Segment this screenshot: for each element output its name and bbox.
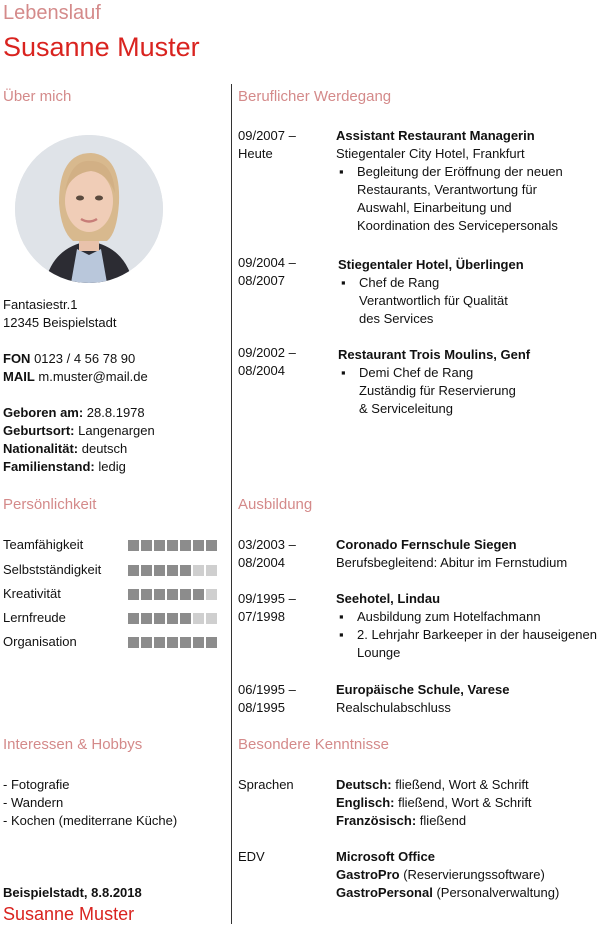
date-from: 06/1995 – bbox=[238, 682, 296, 697]
language-item bbox=[336, 812, 604, 830]
rating-square-filled bbox=[206, 540, 217, 551]
bullet-line: & Serviceleitung bbox=[359, 401, 453, 416]
bullet-item bbox=[338, 274, 604, 328]
bullet-line: Zuständig für Reservierung bbox=[359, 383, 516, 398]
bullet-line: Chef de Rang bbox=[359, 275, 440, 290]
date-from: 09/2002 – bbox=[238, 345, 296, 360]
education-bullets bbox=[336, 608, 606, 662]
rating-square-filled bbox=[154, 565, 165, 576]
school-name: Seehotel, Lindau bbox=[336, 591, 441, 606]
rating-square-empty bbox=[206, 613, 217, 624]
bullet-line: Lounge bbox=[357, 645, 401, 660]
skill-rating bbox=[128, 540, 217, 551]
skill-row bbox=[3, 633, 223, 651]
rating-square-filled bbox=[154, 637, 165, 648]
section-heading-skills: Besondere Kenntnisse bbox=[238, 736, 389, 753]
bullet-line: des Services bbox=[359, 311, 434, 326]
job-title: Restaurant Trois Moulins, Genf bbox=[338, 347, 531, 362]
bullet-item bbox=[336, 626, 606, 662]
rating-square-filled bbox=[193, 540, 204, 551]
skill-row bbox=[3, 561, 223, 579]
nationality-line bbox=[3, 440, 155, 458]
career-date bbox=[238, 254, 328, 290]
bullet-line: Koordination des Servicepersonals bbox=[357, 218, 558, 233]
phone-number: 0123 / 4 56 78 90 bbox=[30, 351, 136, 366]
rating-square-filled bbox=[193, 637, 204, 648]
rating-square-filled bbox=[180, 540, 191, 551]
status-value: ledig bbox=[94, 459, 126, 474]
rating-square-empty bbox=[206, 589, 217, 600]
education-date bbox=[238, 681, 328, 717]
interest-item: - Fotografie bbox=[3, 777, 70, 792]
rating-square-filled bbox=[154, 613, 165, 624]
rating-square-filled bbox=[128, 613, 139, 624]
rating-square-filled bbox=[154, 589, 165, 600]
career-entry bbox=[338, 256, 604, 328]
rating-square-filled bbox=[180, 565, 191, 576]
language-level: fließend, Wort & Schrift bbox=[391, 777, 529, 792]
birthplace-label: Geburtsort: bbox=[3, 423, 75, 438]
rating-square-filled bbox=[180, 589, 191, 600]
rating-square-filled bbox=[128, 565, 139, 576]
interest-item: - Wandern bbox=[3, 795, 64, 810]
status-line bbox=[3, 458, 155, 476]
applicant-name: Susanne Muster bbox=[3, 32, 200, 62]
bullet-line: 2. Lehrjahr Barkeeper in der hauseigenen bbox=[357, 627, 597, 642]
bullet-item: ▪ Ausbildung zum Hotelfachmann bbox=[336, 608, 606, 626]
edv-software: GastroPro bbox=[336, 867, 400, 882]
document-kicker: Lebenslauf bbox=[3, 2, 101, 24]
contact-details bbox=[3, 350, 148, 386]
bullet-line: Verantwortlich für Qualität bbox=[359, 293, 508, 308]
skill-row bbox=[3, 536, 223, 554]
rating-square-filled bbox=[154, 540, 165, 551]
rating-square-filled bbox=[167, 613, 178, 624]
rating-square-filled bbox=[128, 540, 139, 551]
personal-details bbox=[3, 404, 155, 476]
mail-address: m.muster@mail.de bbox=[34, 369, 148, 384]
rating-square-filled bbox=[180, 637, 191, 648]
education-date bbox=[238, 536, 328, 572]
rating-square-filled bbox=[128, 589, 139, 600]
bullet-item bbox=[338, 364, 604, 418]
birthplace-value: Langenargen bbox=[74, 423, 155, 438]
born-line bbox=[3, 404, 155, 422]
language-item bbox=[336, 794, 604, 812]
mail-label: MAIL bbox=[3, 369, 35, 384]
language-level: fließend, Wort & Schrift bbox=[394, 795, 532, 810]
language-item bbox=[336, 776, 604, 794]
date-to: 08/2007 bbox=[238, 273, 285, 288]
birthplace-line bbox=[3, 422, 155, 440]
date-from: 09/2004 – bbox=[238, 255, 296, 270]
skill-rating bbox=[128, 613, 217, 624]
status-label: Familienstand: bbox=[3, 459, 95, 474]
skill-row bbox=[3, 609, 223, 627]
skill-label: Teamfähigkeit bbox=[3, 537, 84, 552]
languages-list bbox=[336, 776, 604, 830]
bullet-line: Restaurants, Verantwortung für bbox=[357, 182, 537, 197]
born-label: Geboren am: bbox=[3, 405, 84, 420]
school-detail: Berufsbegleitend: Abitur im Fernstudium bbox=[336, 555, 568, 570]
edv-title: Microsoft Office bbox=[336, 849, 435, 864]
rating-square-filled bbox=[141, 589, 152, 600]
address-city: 12345 Beispielstadt bbox=[3, 315, 117, 330]
school-detail: Realschulabschluss bbox=[336, 700, 451, 715]
education-entry bbox=[336, 590, 606, 662]
school-name: Europäische Schule, Varese bbox=[336, 682, 510, 697]
skill-label: Kreativität bbox=[3, 586, 61, 601]
contact-address bbox=[3, 296, 116, 332]
education-date bbox=[238, 590, 328, 626]
interest-item: - Kochen (mediterrane Küche) bbox=[3, 813, 178, 828]
skill-rating bbox=[128, 565, 217, 576]
date-from: 03/2003 – bbox=[238, 537, 296, 552]
career-bullets bbox=[338, 274, 604, 328]
skill-rating bbox=[128, 637, 217, 648]
nationality-label: Nationalität: bbox=[3, 441, 79, 456]
profile-photo bbox=[15, 135, 163, 283]
date-to: 08/1995 bbox=[238, 700, 285, 715]
bullet-line: Begleitung der Eröffnung der neuen bbox=[357, 164, 563, 179]
section-heading-education: Ausbildung bbox=[238, 496, 313, 513]
rating-square-filled bbox=[141, 540, 152, 551]
language-name: Englisch: bbox=[336, 795, 395, 810]
rating-square-filled bbox=[167, 565, 178, 576]
language-name: Französisch: bbox=[336, 813, 417, 828]
edv-item bbox=[336, 866, 604, 884]
mail-line bbox=[3, 368, 148, 386]
rating-square-filled bbox=[180, 613, 191, 624]
career-entry bbox=[338, 346, 604, 418]
career-entry bbox=[336, 127, 604, 235]
school-name: Coronado Fernschule Siegen bbox=[336, 537, 517, 552]
place-date: Beispielstadt, 8.8.2018 bbox=[3, 885, 142, 900]
education-entry bbox=[336, 681, 604, 717]
edv-list bbox=[336, 848, 604, 902]
date-to: 08/2004 bbox=[238, 555, 285, 570]
portrait-image bbox=[15, 135, 163, 283]
company: Stiegentaler City Hotel, Frankfurt bbox=[336, 146, 525, 161]
career-bullets bbox=[336, 163, 604, 235]
date-to: 08/2004 bbox=[238, 363, 285, 378]
section-heading-about: Über mich bbox=[3, 88, 72, 105]
section-heading-interests: Interessen & Hobbys bbox=[3, 736, 143, 753]
edv-item bbox=[336, 884, 604, 902]
bullet-line: Auswahl, Einarbeitung und bbox=[357, 200, 512, 215]
edv-detail: (Personalverwaltung) bbox=[432, 885, 560, 900]
rating-square-filled bbox=[141, 613, 152, 624]
interests-list bbox=[3, 776, 177, 830]
edv-detail: (Reservierungssoftware) bbox=[399, 867, 545, 882]
rating-square-empty bbox=[206, 565, 217, 576]
date-to: Heute bbox=[238, 146, 273, 161]
rating-square-filled bbox=[128, 637, 139, 648]
skill-label: Lernfreude bbox=[3, 610, 66, 625]
skill-label: Selbstständigkeit bbox=[3, 562, 102, 577]
date-from: 09/2007 – bbox=[238, 128, 296, 143]
edv-label: EDV bbox=[238, 849, 265, 864]
bullet-line: Demi Chef de Rang bbox=[359, 365, 474, 380]
skill-label: Organisation bbox=[3, 634, 77, 649]
language-level: fließend bbox=[416, 813, 467, 828]
date-from: 09/1995 – bbox=[238, 591, 296, 606]
rating-square-empty bbox=[193, 613, 204, 624]
phone-label: FON bbox=[3, 351, 31, 366]
born-value: 28.8.1978 bbox=[83, 405, 145, 420]
career-date bbox=[238, 127, 328, 163]
languages-label: Sprachen bbox=[238, 777, 294, 792]
section-heading-career: Beruflicher Werdegang bbox=[238, 88, 392, 105]
rating-square-filled bbox=[193, 589, 204, 600]
education-entry bbox=[336, 536, 604, 572]
skill-row bbox=[3, 585, 223, 603]
date-to: 07/1998 bbox=[238, 609, 285, 624]
rating-square-empty bbox=[193, 565, 204, 576]
nationality-value: deutsch bbox=[78, 441, 128, 456]
phone-line bbox=[3, 350, 148, 368]
edv-software: GastroPersonal bbox=[336, 885, 433, 900]
bullet-item bbox=[336, 163, 604, 235]
rating-square-filled bbox=[141, 565, 152, 576]
job-title: Stiegentaler Hotel, Überlingen bbox=[338, 257, 524, 272]
address-street: Fantasiestr.1 bbox=[3, 297, 78, 312]
job-title: Assistant Restaurant Managerin bbox=[336, 128, 535, 143]
career-bullets bbox=[338, 364, 604, 418]
rating-square-filled bbox=[167, 540, 178, 551]
rating-square-filled bbox=[167, 637, 178, 648]
column-divider bbox=[231, 84, 232, 924]
language-name: Deutsch: bbox=[336, 777, 392, 792]
career-date bbox=[238, 344, 328, 380]
signature-name: Susanne Muster bbox=[3, 904, 135, 924]
section-heading-personality: Persönlichkeit bbox=[3, 496, 97, 513]
rating-square-filled bbox=[206, 637, 217, 648]
rating-square-filled bbox=[167, 589, 178, 600]
skill-rating bbox=[128, 589, 217, 600]
rating-square-filled bbox=[141, 637, 152, 648]
